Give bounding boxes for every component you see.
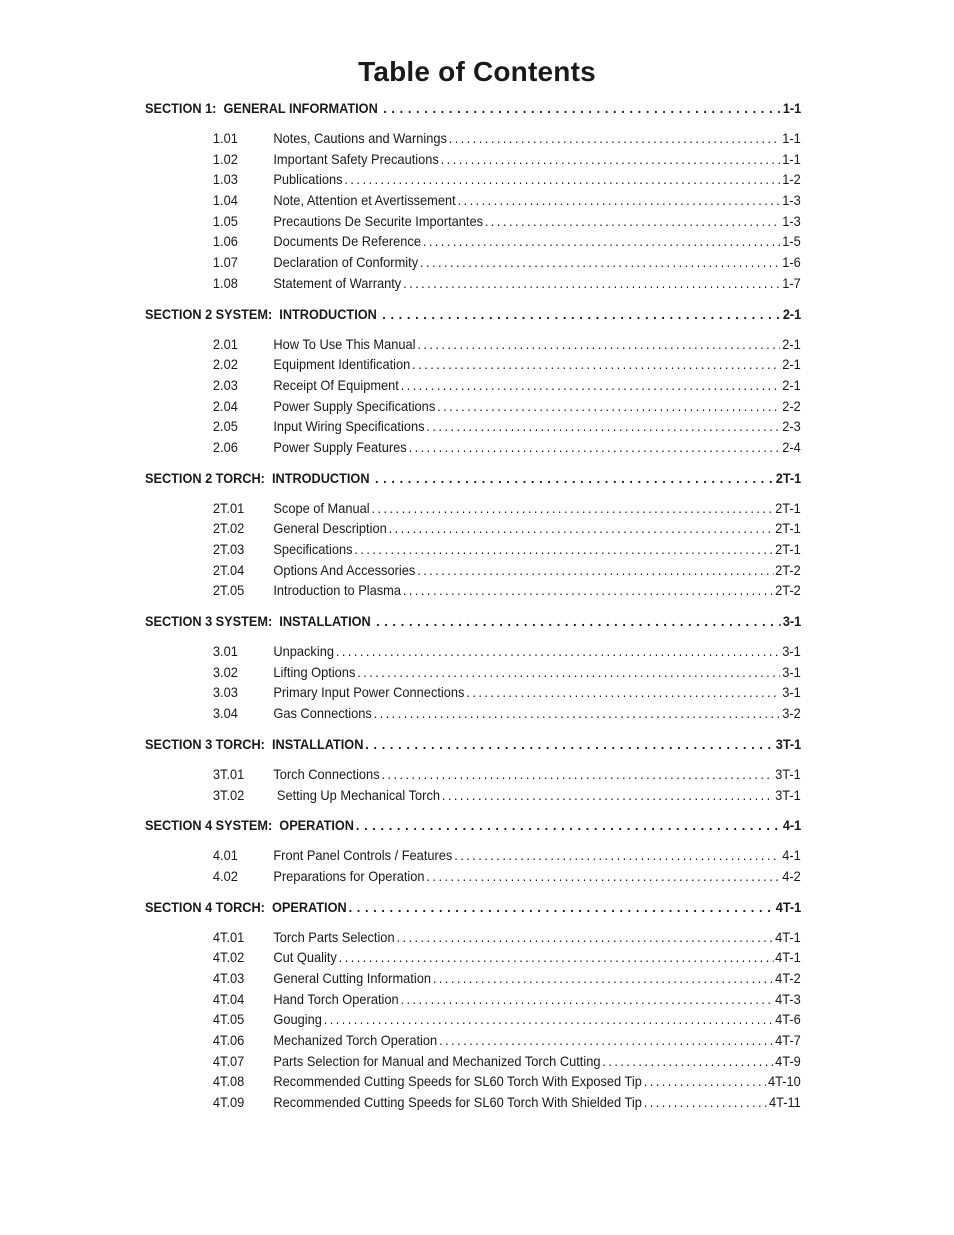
- section-entries: [145, 848, 801, 889]
- entry-page-number: 3-1: [782, 685, 801, 701]
- entry-page-number: 2T-1: [775, 521, 801, 537]
- dot-leader: [644, 1074, 766, 1089]
- section-page-number: 4T-1: [775, 899, 802, 915]
- dot-leader: [357, 665, 780, 680]
- toc-entry[interactable]: [145, 276, 801, 297]
- entry-page-number: 4-1: [782, 848, 801, 864]
- entry-title: Statement of Warranty: [273, 275, 402, 291]
- section-page-number: 3-1: [782, 614, 802, 630]
- dot-leader: [336, 644, 781, 659]
- toc-entry[interactable]: [145, 193, 801, 214]
- toc-entry[interactable]: [145, 440, 801, 461]
- section-entries: [145, 337, 801, 461]
- entry-page-number: 1-3: [782, 193, 801, 209]
- toc-section: [145, 737, 801, 808]
- entry-title: Torch Parts Selection: [273, 929, 395, 945]
- section-page-number: 3T-1: [775, 736, 802, 752]
- entry-title: Input Wiring Specifications: [273, 419, 425, 435]
- toc-section: [145, 614, 801, 727]
- entry-number: 1.07: [212, 255, 238, 271]
- section-title: SECTION 1: GENERAL INFORMATION: [145, 101, 382, 116]
- dot-leader: [401, 378, 781, 393]
- toc-entry[interactable]: [145, 848, 801, 869]
- entry-number: 4.01: [212, 848, 238, 864]
- entry-title: Power Supply Features: [273, 439, 407, 455]
- dot-leader: [433, 971, 773, 986]
- section-entries: [145, 644, 801, 727]
- entry-title: Gouging: [273, 1012, 322, 1028]
- section-page-number: 4-1: [782, 818, 802, 834]
- entry-title: General Description: [273, 521, 387, 537]
- entry-number: 3T.02: [212, 787, 245, 803]
- toc-entry[interactable]: [145, 131, 801, 152]
- entry-page-number: 4T-3: [775, 991, 801, 1007]
- entry-page-number: 2T-2: [775, 562, 801, 578]
- dot-leader: [466, 685, 780, 700]
- dot-leader: [354, 542, 773, 557]
- entry-title: Scope of Manual: [273, 500, 370, 516]
- entry-page-number: 2T-2: [775, 583, 801, 599]
- entry-page-number: 3-2: [782, 706, 801, 722]
- dot-leader: [383, 101, 781, 116]
- toc-entry[interactable]: [145, 563, 801, 584]
- entry-page-number: 1-1: [782, 131, 801, 146]
- dot-leader: [396, 930, 773, 945]
- section-heading[interactable]: [145, 818, 801, 839]
- section-entries: [145, 930, 801, 1116]
- entry-page-number: 3T-1: [775, 766, 801, 782]
- section-heading[interactable]: [145, 900, 801, 921]
- entry-title: Recommended Cutting Speeds for SL60 Torch With Shielded Tip: [273, 1095, 642, 1111]
- entry-title: Parts Selection for Manual and Mechanized Torch Cutting: [273, 1053, 601, 1069]
- entry-number: 4T.01: [212, 929, 245, 945]
- entry-page-number: 2-2: [782, 398, 801, 414]
- entry-number: 1.04: [212, 193, 238, 209]
- toc-entry[interactable]: [145, 869, 801, 890]
- toc-entry[interactable]: [145, 172, 801, 193]
- entry-number: 1.06: [212, 234, 238, 250]
- entry-number: 3.03: [212, 685, 238, 701]
- toc-entry[interactable]: [145, 706, 801, 727]
- toc-entry[interactable]: [145, 971, 801, 992]
- entry-page-number: 4T-1: [775, 929, 801, 945]
- toc-entry[interactable]: [145, 950, 801, 971]
- dot-leader: [409, 440, 781, 455]
- entry-number: 4.02: [212, 868, 238, 884]
- entry-page-number: 3-1: [782, 644, 801, 660]
- entry-title: Setting Up Mechanical Torch: [273, 787, 440, 803]
- entry-page-number: 1-6: [782, 255, 801, 271]
- toc-entry[interactable]: [145, 521, 801, 542]
- entry-number: 3.01: [212, 644, 238, 660]
- entry-page-number: 4T-6: [775, 1012, 801, 1028]
- entry-page-number: 1-5: [782, 234, 801, 250]
- toc-entry[interactable]: [145, 1033, 801, 1054]
- dot-leader: [381, 767, 773, 782]
- entry-page-number: 1-2: [782, 172, 801, 188]
- entry-title: Primary Input Power Connections: [273, 685, 465, 701]
- entry-number: 3.04: [212, 706, 238, 722]
- dot-leader: [417, 337, 780, 352]
- entry-page-number: 1-3: [782, 213, 801, 229]
- entry-page-number: 2-1: [782, 357, 801, 373]
- entry-number: 4T.04: [212, 991, 245, 1007]
- toc-section: [145, 900, 801, 1116]
- toc-entry[interactable]: [145, 542, 801, 563]
- dot-leader: [403, 583, 773, 598]
- entry-title: Power Supply Specifications: [273, 398, 436, 414]
- dot-leader: [324, 1012, 774, 1027]
- entry-title: Front Panel Controls / Features: [273, 848, 453, 864]
- section-heading[interactable]: [145, 101, 801, 122]
- dot-leader: [420, 255, 780, 270]
- entry-page-number: 2T-1: [775, 542, 801, 557]
- toc-section: [145, 101, 801, 297]
- entry-number: 4T.02: [212, 950, 245, 966]
- toc-entry[interactable]: [145, 930, 801, 951]
- entry-number: 1.03: [212, 172, 238, 188]
- entry-title: Note, Attention et Avertissement: [273, 193, 456, 209]
- entry-number: 2.04: [212, 398, 238, 414]
- section-heading[interactable]: [145, 471, 801, 492]
- dot-leader: [339, 950, 774, 965]
- toc-entry[interactable]: [145, 152, 801, 173]
- entry-page-number: 3-1: [782, 664, 801, 680]
- entry-page-number: 4T-1: [775, 950, 801, 966]
- dot-leader: [375, 471, 774, 486]
- entry-title: Declaration of Conformity: [273, 255, 419, 271]
- entry-number: 4T.05: [212, 1012, 245, 1028]
- dot-leader: [389, 521, 774, 536]
- entry-page-number: 3T-1: [775, 787, 801, 803]
- toc-entry[interactable]: [145, 255, 801, 276]
- entry-number: 2.02: [212, 357, 238, 373]
- section-title: SECTION 2 TORCH: INTRODUCTION: [145, 470, 374, 486]
- entry-number: 1.05: [212, 213, 238, 229]
- entry-title: Documents De Reference: [273, 234, 421, 250]
- section-page-number: 1-1: [782, 101, 802, 116]
- entry-number: 2T.04: [212, 562, 245, 578]
- entry-number: 2.05: [212, 419, 238, 435]
- entry-number: 4T.03: [212, 970, 245, 986]
- page-title: Table of Contents: [358, 56, 596, 87]
- dot-leader: [349, 900, 774, 915]
- dot-leader: [412, 357, 780, 372]
- entry-title: How To Use This Manual: [273, 336, 416, 352]
- toc-entry[interactable]: [145, 1054, 801, 1075]
- dot-leader: [449, 131, 781, 146]
- entry-title: Mechanized Torch Operation: [273, 1033, 438, 1048]
- toc-entry[interactable]: [145, 337, 801, 358]
- entry-page-number: 4T-11: [768, 1095, 801, 1111]
- entry-title: Hand Torch Operation: [273, 991, 399, 1007]
- dot-leader: [356, 818, 781, 833]
- dot-leader: [644, 1095, 767, 1110]
- entry-number: 2.06: [212, 439, 238, 455]
- toc-section: [145, 307, 801, 461]
- entry-page-number: 1-7: [782, 275, 801, 291]
- entry-title: Receipt Of Equipment: [273, 377, 399, 393]
- dot-leader: [344, 172, 780, 187]
- section-entries: [145, 501, 801, 604]
- entry-number: 1.02: [212, 151, 238, 167]
- entry-number: 4T.07: [212, 1053, 245, 1069]
- entry-page-number: 2-4: [782, 439, 801, 455]
- entry-title: Recommended Cutting Speeds for SL60 Torch With Exposed Tip: [273, 1074, 642, 1090]
- toc-entry[interactable]: [145, 644, 801, 665]
- dot-leader: [417, 563, 773, 578]
- entry-page-number: 1-1: [782, 151, 801, 167]
- entry-title: Precautions De Securite Importantes: [273, 213, 484, 229]
- entry-page-number: 4T-7: [775, 1033, 801, 1048]
- entry-number: 4T.09: [212, 1095, 245, 1111]
- dot-leader: [371, 501, 773, 516]
- section-page-number: 2T-1: [775, 470, 802, 486]
- dot-leader: [426, 869, 780, 884]
- toc-entry[interactable]: [145, 501, 801, 522]
- toc-entry[interactable]: [145, 583, 801, 604]
- toc-entry[interactable]: [145, 1074, 801, 1095]
- dot-leader: [458, 193, 781, 208]
- dot-leader: [439, 1033, 773, 1048]
- entry-number: 3T.01: [212, 766, 245, 782]
- section-title: SECTION 4 TORCH: OPERATION: [145, 899, 347, 915]
- dot-leader: [426, 419, 780, 434]
- entry-number: 2T.03: [212, 542, 245, 557]
- entry-number: 2.03: [212, 377, 238, 393]
- dot-leader: [423, 234, 781, 249]
- toc-entry[interactable]: [145, 1095, 801, 1116]
- toc-entry[interactable]: [145, 234, 801, 255]
- entry-number: 4T.08: [212, 1074, 245, 1090]
- entry-title: Important Safety Precautions: [273, 151, 439, 167]
- entry-page-number: 2-3: [782, 419, 801, 435]
- entry-page-number: 4T-9: [775, 1053, 801, 1069]
- entry-page-number: 2T-1: [775, 500, 801, 516]
- entry-title: Specifications: [273, 542, 353, 557]
- entry-title: Unpacking: [273, 644, 334, 660]
- entry-number: 4T.06: [212, 1033, 245, 1048]
- dot-leader: [602, 1054, 773, 1069]
- section-title: SECTION 3 TORCH: INSTALLATION: [145, 736, 364, 752]
- section-title: SECTION 3 SYSTEM: INSTALLATION: [145, 614, 375, 630]
- entry-page-number: 4-2: [782, 868, 801, 884]
- entry-title: Equipment Identification: [273, 357, 411, 373]
- section-title: SECTION 2 SYSTEM: INTRODUCTION: [145, 306, 381, 322]
- entry-page-number: 2-1: [782, 377, 801, 393]
- toc-entry[interactable]: [145, 665, 801, 686]
- dot-leader: [437, 399, 780, 414]
- entry-title: Cut Quality: [273, 950, 337, 966]
- entry-title: Publications: [273, 172, 343, 188]
- entry-page-number: 4T-10: [768, 1074, 801, 1090]
- toc-section: [145, 471, 801, 604]
- toc-entry[interactable]: [145, 1012, 801, 1033]
- dot-leader: [376, 614, 781, 629]
- entry-number: 2.01: [212, 336, 238, 352]
- entry-number: 3.02: [212, 664, 238, 680]
- entry-number: 1.08: [212, 275, 238, 291]
- dot-leader: [442, 788, 773, 803]
- toc-entry[interactable]: [145, 378, 801, 399]
- entry-number: 2T.01: [212, 500, 245, 516]
- section-heading[interactable]: [145, 614, 801, 635]
- dot-leader: [485, 214, 781, 229]
- toc-entry[interactable]: [145, 419, 801, 440]
- dot-leader: [382, 307, 781, 322]
- section-title: SECTION 4 SYSTEM: OPERATION: [145, 818, 354, 834]
- entry-title: Lifting Options: [273, 664, 356, 680]
- entry-number: 1.01: [212, 131, 238, 146]
- entry-title: Gas Connections: [273, 706, 372, 722]
- dot-leader: [401, 992, 774, 1007]
- toc-entry[interactable]: [145, 357, 801, 378]
- entry-title: Options And Accessories: [273, 562, 416, 578]
- dot-leader: [365, 737, 774, 752]
- toc-entry[interactable]: [145, 214, 801, 235]
- table-of-contents: [145, 101, 801, 1126]
- entry-title: Notes, Cautions and Warnings: [273, 131, 447, 146]
- toc-entry[interactable]: [145, 788, 801, 809]
- dot-leader: [454, 848, 780, 863]
- entry-title: Torch Connections: [273, 766, 380, 782]
- entry-title: General Cutting Information: [273, 970, 431, 986]
- toc-entry[interactable]: [145, 767, 801, 788]
- toc-section: [145, 818, 801, 889]
- entry-number: 2T.02: [212, 521, 245, 537]
- section-entries: [145, 767, 801, 808]
- toc-entry[interactable]: [145, 399, 801, 420]
- entry-page-number: 4T-2: [775, 970, 801, 986]
- section-page-number: 2-1: [782, 306, 802, 322]
- dot-leader: [403, 276, 780, 291]
- section-entries: [145, 131, 801, 297]
- entry-title: Introduction to Plasma: [273, 583, 402, 599]
- toc-entry[interactable]: [145, 992, 801, 1013]
- section-heading[interactable]: [145, 737, 801, 758]
- entry-page-number: 2-1: [782, 336, 801, 352]
- dot-leader: [441, 152, 781, 167]
- entry-number: 2T.05: [212, 583, 245, 599]
- entry-title: Preparations for Operation: [273, 868, 425, 884]
- toc-entry[interactable]: [145, 685, 801, 706]
- section-heading[interactable]: [145, 307, 801, 328]
- dot-leader: [374, 706, 781, 721]
